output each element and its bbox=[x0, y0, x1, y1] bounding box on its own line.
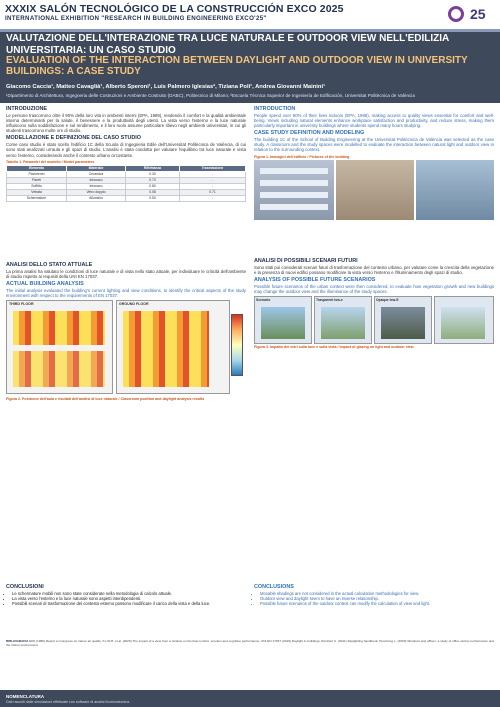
intro-text-it: Le persone trascorrono oltre il 90% della loro vita in ambienti interni (EPA, 1989), rendendo il comfort e la qualità ambientale interna determinanti per la salute, il benessere e la produttività degli utenti. La vista verso l'esterno e la luce naturale influiscono sulla soddisfazione e sul rendimento, e il loro ruolo assume particolare rilievo negli ambienti universitari, in cui gli studenti trascorrono molte ore di studio. bbox=[6, 113, 246, 134]
opaque-low-e-label: Opaque low-E bbox=[376, 297, 399, 302]
conclusions-it bbox=[6, 584, 246, 606]
plan-third-floor-label: THIRD FLOOR bbox=[9, 302, 34, 307]
plan-third-floor bbox=[6, 300, 113, 394]
table-cell: Schermature bbox=[7, 195, 67, 201]
conclusion-item: • Possibili scenari di trasformazione del contesto esterno possono modificare il carico della vista e della luce. bbox=[12, 601, 246, 606]
scenarios-heading-en: ANALYSIS OF POSSIBLE FUTURE SCENARIOS bbox=[254, 276, 376, 283]
affiliations: ¹Dipartimento di Architettura, Ingegneria delle Costruzioni e Ambiente Costruito (DABC), Politecnico di Milano; ²Escuela Técnica Superior de Ingeniería de Edificación, Universitat Politècnica de València bbox=[6, 93, 415, 98]
conclusions-heading-it: CONCLUSIONI bbox=[6, 584, 44, 590]
table-cell: Vetrata bbox=[7, 189, 67, 195]
table-header-cell: Materiale bbox=[67, 165, 126, 171]
table-cell: 0.70 bbox=[125, 177, 179, 183]
conclusion-item-en: • Movable shadings are not considered in the actual calculation methodologies for view. bbox=[260, 591, 494, 596]
model-text-it: Come caso studio è stato scelto l'edificio 1C della Scuola di Ingegneria Edile dell'Universitat Politècnica de València, di cui sono stati analizzati un'aula e gli spazi di studio. L'analisi è stata condotta per valutare l'equilibrio tra luce naturale e vista verso l'esterno, considerando anche il contesto urbano circostante. bbox=[6, 142, 246, 158]
scenarios-heading-it: ANALISI DI POSSIBILI SCENARI FUTURI bbox=[254, 257, 358, 264]
case-text-en: The building 1C of the School of Building Engineering at the Universitat Politècnica de València was selected as the case study. A classroom and the study spaces were modelled to evaluate the interaction between natural light and outdoor view in relation to the surrounding context. bbox=[254, 137, 494, 153]
conclusion-item: • Le schermature mobili non sono state considerate nella metodologia di calcolo attuale. bbox=[12, 591, 246, 596]
figure-3-caption: Figura 3. Impatto dei vetri sulla luce e sulla vista / Impact of glazing on light and outdoor view bbox=[254, 344, 414, 349]
scenarios-text-it: Sono stati poi considerati scenari futuri di trasformazione del contesto urbano, per valutare come la crescita della vegetazione e la presenza di nuovi edifici possano modificare la vista verso l'esterno e l'illuminamento degli spazi di studio. bbox=[254, 264, 494, 275]
building-photo-1 bbox=[254, 160, 334, 220]
footer-label: NOMENCLATURA bbox=[6, 694, 45, 699]
title-italian: VALUTAZIONE DELL'INTERAZIONE TRA LUCE NATURALE E OUTDOOR VIEW NELL'EDILIZIA UNIVERSITARIA: UN CASO STUDIO bbox=[6, 33, 449, 56]
analysis-heading-it: ANALISI DELLO STATO ATTUALE bbox=[6, 261, 93, 268]
logo-ring-icon bbox=[448, 6, 464, 22]
illuminance-color-legend bbox=[231, 314, 243, 376]
model-heading-it: MODELLAZIONE E DEFINIZIONE DEL CASO STUDIO bbox=[6, 135, 141, 142]
table-cell: - bbox=[179, 177, 245, 183]
authors: Giacomo Caccia¹, Matteo Cavaglià¹, Alberto Speroni¹, Luis Palmero Iglesias², Tiziana Poli¹, Andrea Giovanni Mainini¹ bbox=[6, 84, 326, 90]
building-photo-3 bbox=[416, 160, 494, 220]
bibliography-label: BIBLIOGRAFIA bbox=[6, 639, 29, 643]
logo-number: 25 bbox=[470, 6, 486, 22]
table-cell: Ceramica bbox=[67, 171, 126, 177]
transparent-low-e-panel bbox=[314, 296, 372, 344]
building-photo-2 bbox=[336, 160, 414, 220]
case-heading-en: CASE STUDY DEFINITION AND MODELING bbox=[254, 130, 365, 137]
title-english: EVALUATION OF THE INTERACTION BETWEEN DAYLIGHT AND OUTDOOR VIEW IN UNIVERSITY BUILDINGS: A CASE STUDY bbox=[6, 55, 468, 77]
scenario-label: Scenario bbox=[256, 297, 271, 302]
table-cell: 0.80 bbox=[125, 183, 179, 189]
scenario-panel bbox=[254, 296, 312, 344]
conclusions-heading-en: CONCLUSIONS bbox=[254, 584, 294, 590]
table-header-cell: Trasmissione bbox=[179, 165, 245, 171]
table-cell: - bbox=[179, 195, 245, 201]
glazing-scenarios-figure bbox=[254, 296, 494, 344]
left-column bbox=[6, 106, 246, 402]
conference-title: XXXIX SALÓN TECNOLÓGICO DE LA CONSTRUCCIÓN EXCO 2025 bbox=[5, 3, 344, 15]
opaque-low-e-panel bbox=[374, 296, 432, 344]
analysis-text-it: La prima analisi ha valutato le condizioni di luce naturale e di vista nello stato attuale, per individuare le criticità dell'ambiente di studio rispetto ai requisiti della UNI EN 17037. bbox=[6, 268, 246, 279]
table-cell: 0.50 bbox=[125, 195, 179, 201]
right-column bbox=[254, 106, 494, 350]
table-cell: 0.08 bbox=[125, 189, 179, 195]
conference-subtitle: INTERNATIONAL EXHIBITION "RESEARCH IN BUILDING ENGINEERING EXCO'25" bbox=[5, 15, 267, 22]
plan-ground-floor-label: GROUND FLOOR bbox=[119, 302, 149, 307]
table-cell: - bbox=[179, 183, 245, 189]
scenarios-text-en: Possible future scenarios of the urban context were then considered, to evaluate how vegetation growth and new buildings may change the outdoor view and the illuminance of the study spaces. bbox=[254, 283, 494, 294]
conference-logo bbox=[448, 4, 496, 26]
intro-heading-en: INTRODUCTION bbox=[254, 106, 296, 112]
table-cell: Alluminio bbox=[67, 195, 126, 201]
footer bbox=[0, 690, 500, 707]
analysis-heading-en: ACTUAL BUILDING ANALYSIS bbox=[6, 281, 84, 288]
transparent-low-e-label: Trasparent low-e bbox=[316, 297, 343, 302]
table-cell: - bbox=[179, 171, 245, 177]
table-cell: Intonaco bbox=[67, 183, 126, 189]
conclusion-item-en: • Possible future scenarios of the outdoor context can modify the calculation of view and light. bbox=[260, 601, 494, 606]
table-cell: Pareti bbox=[7, 177, 67, 183]
intro-text-en: People spend over 90% of their lives indoors (EPA, 1989), making access to quality views essential for comfort and well-being. Views including natural elements enhance workplace satisfaction and productivity, and reduce stress, making them particularly important in university buildings where students spend many hours studying. bbox=[254, 113, 494, 129]
table-cell: Vetro doppio bbox=[67, 189, 126, 195]
table-header-cell: Riflettanza bbox=[125, 165, 179, 171]
table-cell: 0.30 bbox=[125, 171, 179, 177]
figure-1-caption: Figura 1. Immagini dell'edificio / Pictures of the building bbox=[254, 154, 350, 159]
figure-2-caption: Figura 2. Posizione dell'aula e risultati dell'analisi di luce naturale / Classroom position and daylight analysis results bbox=[6, 397, 205, 402]
table-header-cell: Elemento bbox=[7, 165, 67, 171]
table-cell: Intonaco bbox=[67, 177, 126, 183]
model-parameters-table bbox=[6, 165, 246, 202]
plan-ground-floor bbox=[116, 300, 230, 394]
conference-header bbox=[0, 0, 500, 30]
conclusions-en bbox=[254, 584, 494, 606]
daylight-analysis-figure bbox=[6, 300, 246, 396]
intro-heading-it: INTRODUZIONE bbox=[6, 106, 48, 112]
conclusion-item-en: • Outdoor view and daylight seem to have an inverse relationship. bbox=[260, 596, 494, 601]
table-row bbox=[7, 195, 246, 201]
building-photos bbox=[254, 160, 494, 222]
table-caption: Tabella 1. Parametri del modello / Model parameters bbox=[6, 159, 95, 164]
bibliography-text: EPA (1989) Report to Congress on indoor air quality; Ko W.H. et al. (2020) The impact of a view from a window on thermal comfort, emotion and cognitive performance; UNI EN 17037 (2019) Daylight in buildings; Reinhart C. (2011) Daylighting handbook; Heschong L. (2003) Windows and offices: a study of office worker performance and the indoor environment. bbox=[6, 639, 494, 647]
analysis-text-en: The initial analysis evaluated the building's current lighting and view conditions, to identify the critical aspects of the study environment with respect to the requirements of EN 17037. bbox=[6, 288, 246, 299]
conclusion-item: • La vista verso l'esterno e la luce naturale sono aspetti interdipendenti. bbox=[12, 596, 246, 601]
table-cell: Pavimento bbox=[7, 171, 67, 177]
table-cell: 0.71 bbox=[179, 189, 245, 195]
bibliography bbox=[6, 640, 494, 647]
table-cell: Soffitto bbox=[7, 183, 67, 189]
footer-text: Dati raccolti dalle simulazioni effettuate con software di analisi illuminotecnica. bbox=[6, 700, 130, 704]
scenario-extra-panel bbox=[434, 296, 494, 344]
